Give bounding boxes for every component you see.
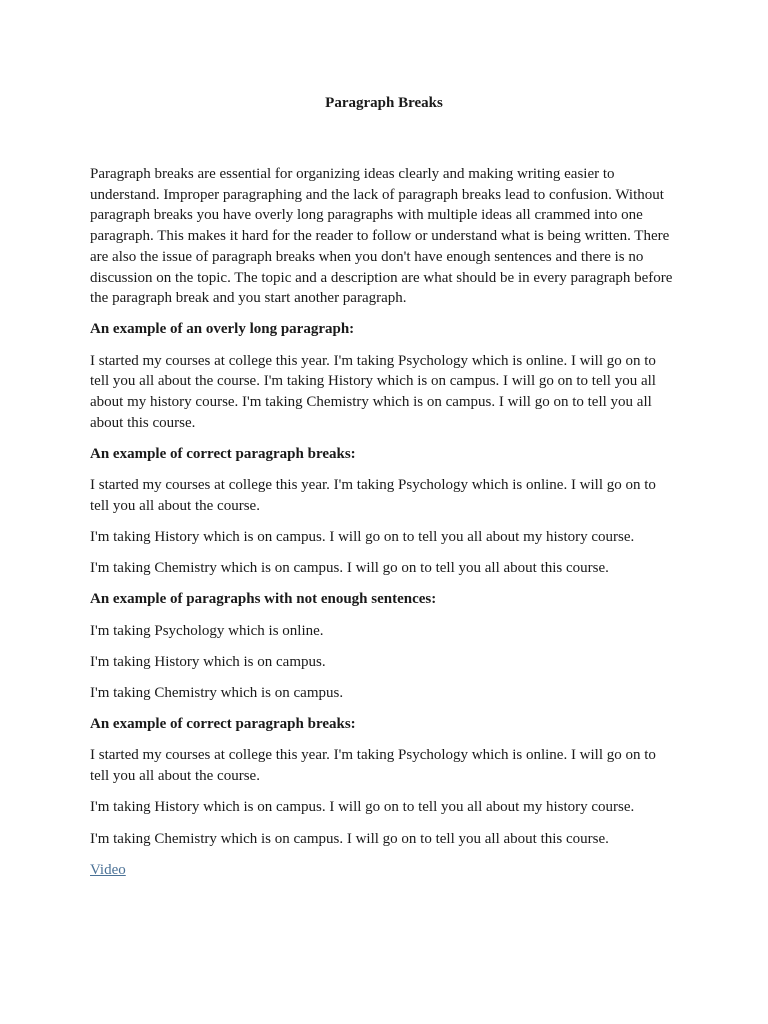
video-link[interactable]: Video <box>90 861 126 878</box>
example-paragraph: I'm taking Chemistry which is on campus. I will go on to tell you all about this course. <box>90 560 609 577</box>
example-paragraph: I started my courses at college this year. I'm taking Psychology which is online. I will go on to tell you all about the course. <box>90 747 656 785</box>
example-paragraph: I'm taking History which is on campus. I will go on to tell you all about my history course. <box>90 529 635 546</box>
example-paragraph: I started my courses at college this year. I'm taking Psychology which is online. I will go on to tell you all about the course. I'm taking History which is on campus. I will go on to tell you all about my history course. I'm taking Chemistry which is on campus. I will go on to tell you all about this course. <box>90 352 656 431</box>
section-heading-correct-breaks: An example of correct paragraph breaks: <box>90 445 356 462</box>
intro-paragraph: Paragraph breaks are essential for organizing ideas clearly and making writing easier to understand. Improper paragraphing and the lack of paragraph breaks lead to confusion. Without paragraph breaks you have overly long paragraphs with multiple ideas all crammed into one paragraph. This makes it hard for the reader to follow or understand what is being written. There are also the issue of paragraph breaks when you don't have enough sentences and there is no discussion on the topic. The topic and a description are what should be in every paragraph before the paragraph break and you start another paragraph. <box>90 166 673 307</box>
example-paragraph: I'm taking Chemistry which is on campus. I will go on to tell you all about this course. <box>90 830 609 847</box>
section-heading-correct-breaks-2: An example of correct paragraph breaks: <box>90 716 356 733</box>
page-title: Paragraph Breaks <box>325 95 443 111</box>
example-paragraph: I'm taking History which is on campus. <box>90 653 326 670</box>
example-paragraph: I'm taking Chemistry which is on campus. <box>90 685 344 702</box>
example-paragraph: I'm taking History which is on campus. I will go on to tell you all about my history course. <box>90 799 635 816</box>
section-heading-long-paragraph: An example of an overly long paragraph: <box>90 321 355 338</box>
document-body <box>90 93 678 891</box>
example-paragraph: I'm taking Psychology which is online. <box>90 622 324 639</box>
example-paragraph: I started my courses at college this year. I'm taking Psychology which is online. I will go on to tell you all about the course. <box>90 477 656 514</box>
section-heading-not-enough-sentences: An example of paragraphs with not enough sentences: <box>90 591 437 608</box>
